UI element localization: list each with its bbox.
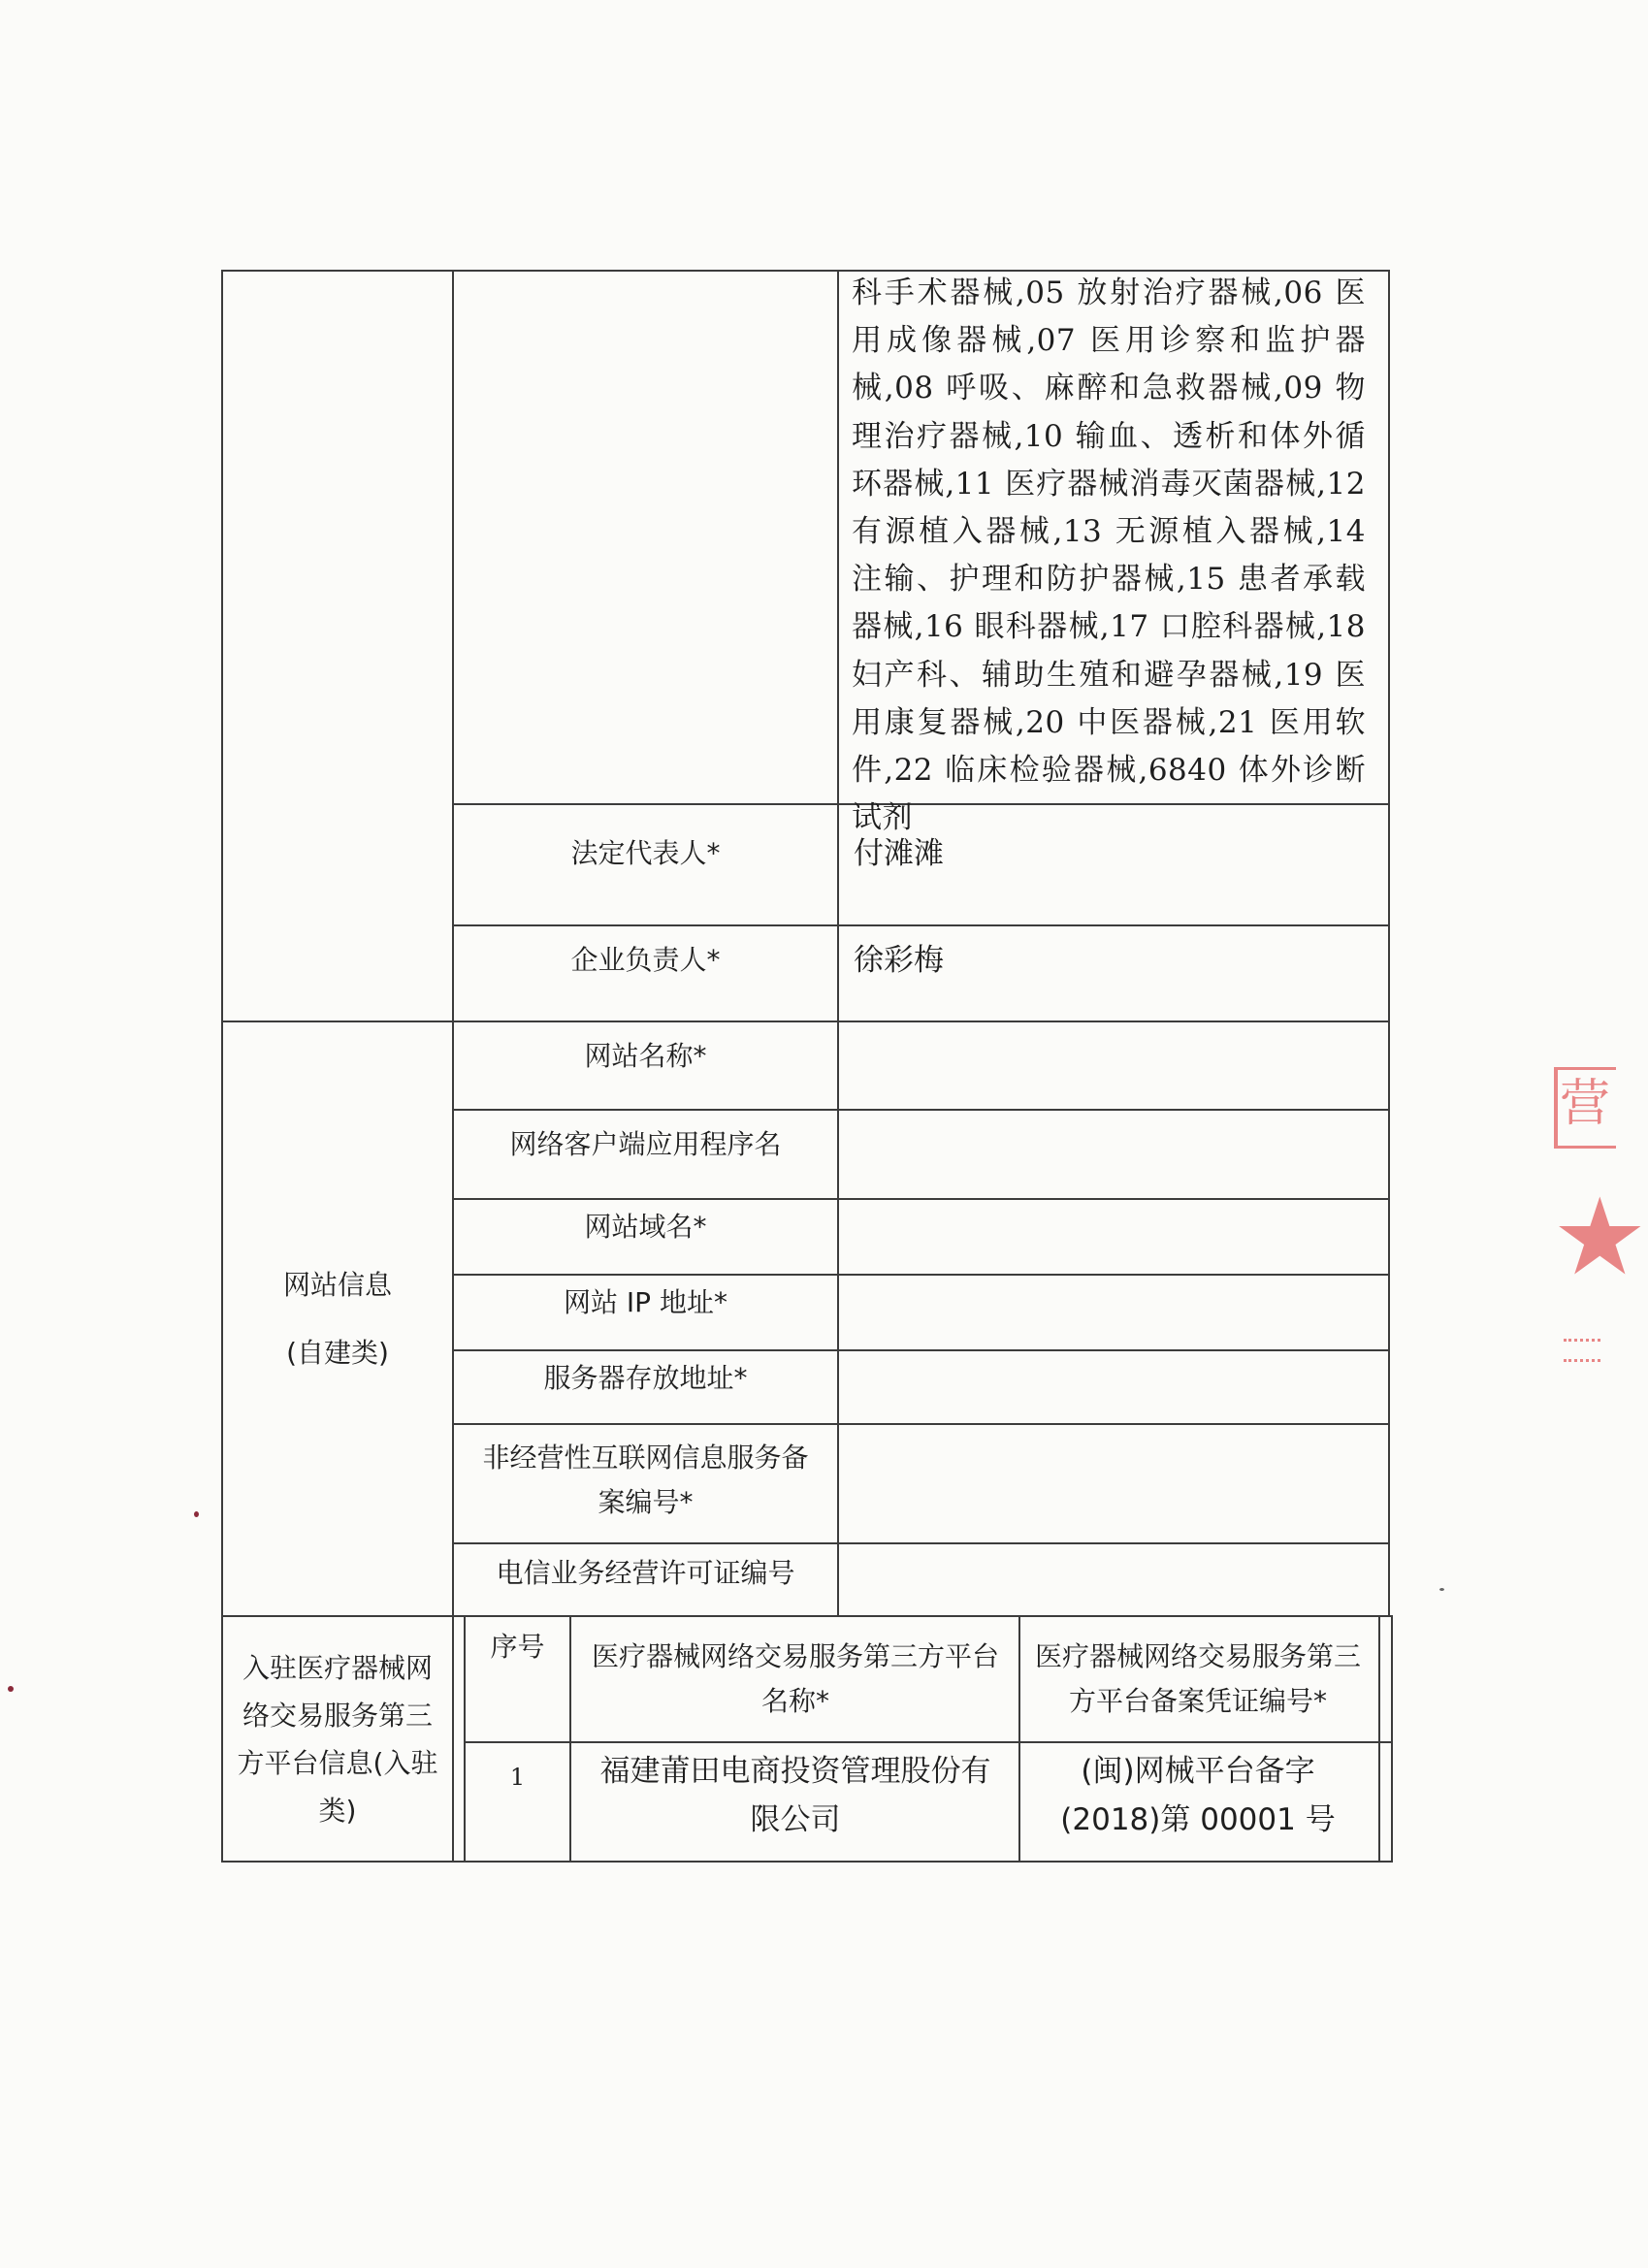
col-divider-4 bbox=[1018, 1615, 1020, 1863]
site-ip-value bbox=[854, 1276, 1377, 1349]
website-section-title bbox=[223, 1022, 452, 1615]
business-scope-text: 科手术器械,05 放射治疗器械,06 医用成像器械,07 医用诊察和监护器械,08 呼吸、麻醉和急救器械,09 物理治疗器械,10 输血、透析和体外循环器械,11 医疗器械消毒灭菌器械,12 有源植入器械,13 无源植入器械,14 注输、护理和防护器械,15 患者承载器械,16 眼科器械,17 口腔科器械,18 妇产科、辅助生殖和避孕器械,19 医用康复器械,20 中医器械,21 医用软件,22 临床检验器械,6840 体外诊断试剂 bbox=[852, 275, 1366, 836]
platform-header-record: 医疗器械网络交易服务第三方平台备案凭证编号* bbox=[1034, 1640, 1361, 1717]
platform-row-no: 1 bbox=[509, 1764, 526, 1791]
col-divider-2 bbox=[837, 270, 839, 1615]
table-border-right bbox=[1388, 270, 1390, 1615]
platform-section-title: 入驻医疗器械网络交易服务第三方平台信息(入驻类) bbox=[237, 1651, 438, 1827]
platform-row-record: (闽)网械平台备字(2018)第 00001 号 bbox=[1060, 1754, 1336, 1837]
seal-mark bbox=[1564, 1339, 1600, 1362]
col-divider-3 bbox=[569, 1615, 571, 1863]
site-ip-label: 网站 IP 地址* bbox=[564, 1286, 727, 1318]
client-app-name-label: 网络客户端应用程序名 bbox=[509, 1128, 782, 1160]
table-border-right-lower bbox=[1391, 1615, 1393, 1863]
scan-speck bbox=[1439, 1588, 1444, 1591]
icp-record-label: 非经营性互联网信息服务备案编号* bbox=[482, 1441, 809, 1518]
seal-stamp bbox=[1550, 1067, 1648, 1387]
col-divider-5 bbox=[1378, 1615, 1380, 1863]
enterprise-head-label: 企业负责人* bbox=[570, 944, 721, 976]
legal-rep-label: 法定代表人* bbox=[570, 837, 721, 869]
icp-record-value bbox=[854, 1425, 1377, 1542]
telecom-license-label: 电信业务经营许可证编号 bbox=[496, 1557, 795, 1589]
table-border-bottom bbox=[221, 1861, 1393, 1863]
website-section-subtitle: (自建类) bbox=[286, 1336, 389, 1369]
scan-speck bbox=[8, 1686, 14, 1692]
platform-header-name: 医疗器械网络交易服务第三方平台名称* bbox=[591, 1640, 999, 1717]
seal-character: 营 bbox=[1560, 1075, 1611, 1133]
site-domain-value bbox=[854, 1200, 1377, 1274]
server-address-label: 服务器存放地址* bbox=[543, 1361, 748, 1394]
enterprise-head-value: 徐彩梅 bbox=[854, 943, 944, 978]
server-address-value bbox=[854, 1351, 1377, 1423]
telecom-license-value bbox=[854, 1544, 1377, 1615]
website-section-heading: 网站信息 bbox=[282, 1268, 392, 1301]
site-domain-label: 网站域名* bbox=[584, 1211, 707, 1243]
legal-rep-value: 付滩滩 bbox=[854, 836, 944, 871]
scan-speck bbox=[194, 1511, 199, 1517]
seal-star-icon: ★ bbox=[1552, 1175, 1648, 1299]
site-name-label: 网站名称* bbox=[584, 1040, 707, 1072]
platform-header-no: 序号 bbox=[490, 1631, 545, 1663]
platform-row-name: 福建莆田电商投资管理股份有限公司 bbox=[599, 1754, 991, 1837]
client-app-name-value bbox=[854, 1111, 1377, 1198]
site-name-value bbox=[854, 1022, 1377, 1109]
